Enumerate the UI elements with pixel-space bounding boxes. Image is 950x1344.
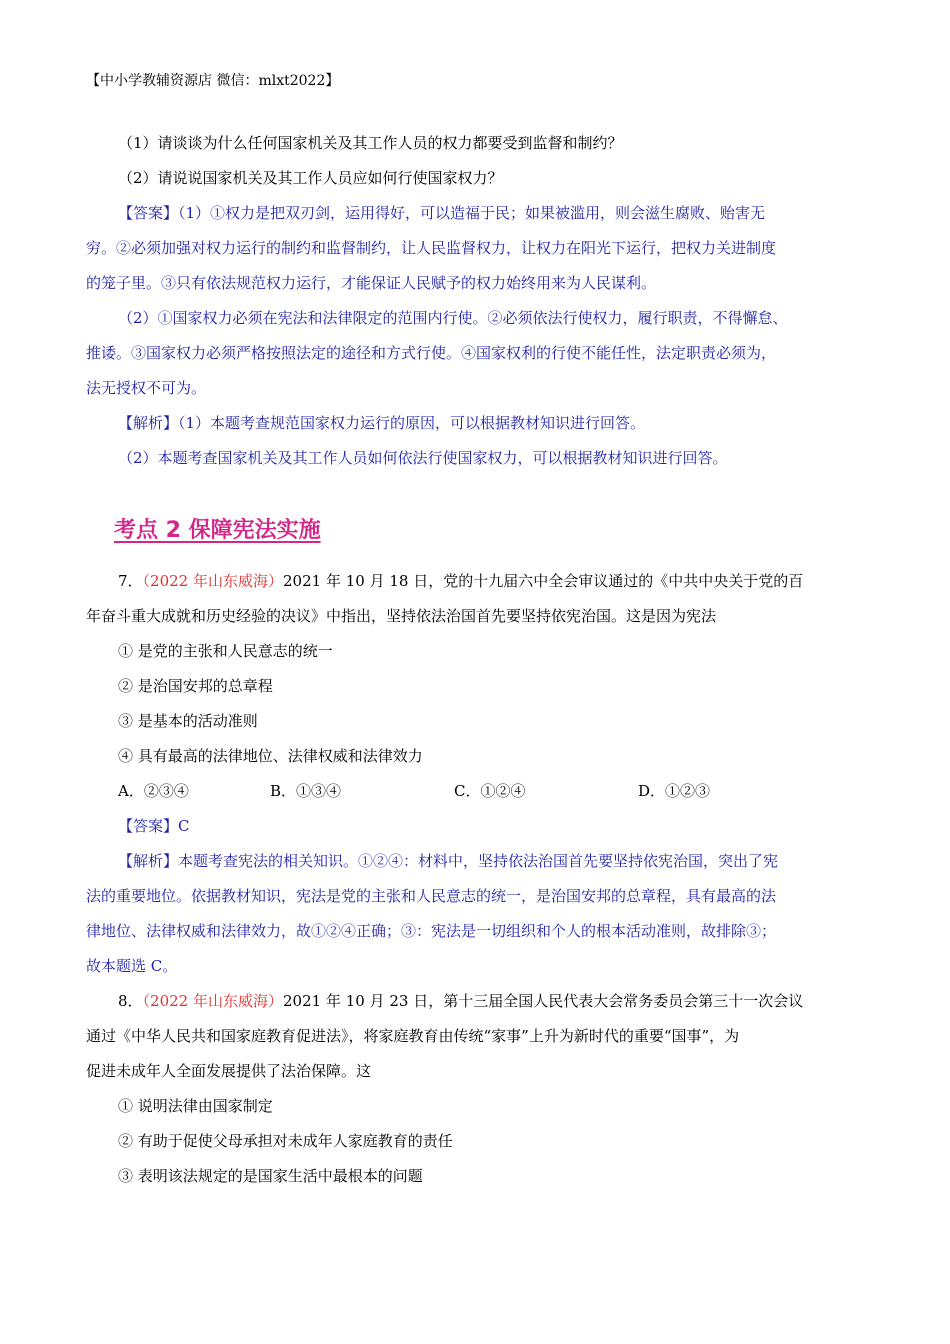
q7-statement: ③ 是基本的活动准则 [118, 712, 258, 730]
page-header: 【中小学教辅资源店 微信：mlxt2022】 [86, 73, 340, 89]
q8-number: 8． [118, 992, 143, 1010]
q6-answer-line: 穷。②必须加强对权力运行的制约和监督制约，让人民监督权力，让权力在阳光下运行，把权力关进制度 [86, 239, 777, 257]
q7-analysis-line: 法的重要地位。依据教材知识，宪法是党的主张和人民意志的统一，是治国安邦的总章程，具有最高的法 [86, 887, 777, 905]
q8-stem-third: 促进未成年人全面发展提供了法治保障。这 [86, 1062, 372, 1080]
q7-option-b: B．①③④ [270, 782, 342, 800]
q6-sub2: （2）请说说国家机关及其工作人员应如何行使国家权力？ [118, 169, 503, 187]
q7-option-c: C．①②④ [454, 782, 526, 800]
q8-stem-line [86, 984, 866, 1019]
q6-answer-line: 推诿。③国家权力必须严格按照法定的途径和方式行使。④国家权利的行使不能任性，法定职责必须为， [86, 344, 777, 362]
q6-answer-line: （2）①国家权力必须在宪法和法律限定的范围内行使。②必须依法行使权力，履行职责，不得懈怠、 [118, 309, 788, 327]
q7-statement: ② 是治国安邦的总章程 [118, 677, 273, 695]
q8-statement: ③ 表明该法规定的是国家生活中最根本的问题 [118, 1167, 423, 1185]
q7-number: 7． [118, 572, 143, 590]
q6-analysis-line: 【解析】（1）本题考查规范国家权力运行的原因，可以根据教材知识进行回答。 [118, 414, 646, 432]
q7-stem-first: 2021 年 10 月 18 日，党的十九届六中全会审议通过的《中共中央关于党的百 [283, 572, 804, 590]
q6-sub1: （1）请谈谈为什么任何国家机关及其工作人员的权力都要受到监督和制约？ [118, 134, 623, 152]
q8-source: （2022 年山东威海） [142, 992, 283, 1010]
q7-option-a: A．②③④ [118, 782, 189, 800]
q8-stem-first: 2021 年 10 月 23 日，第十三届全国人民代表大会常务委员会第三十一次会议 [283, 992, 804, 1010]
q7-statement: ① 是党的主张和人民意志的统一 [118, 642, 333, 660]
q8-statement: ① 说明法律由国家制定 [118, 1097, 273, 1115]
q6-answer-line: 法无授权不可为。 [86, 379, 207, 397]
q7-options [86, 774, 866, 809]
q7-analysis-line: 【解析】本题考查宪法的相关知识。①②④：材料中，坚持依法治国首先要坚持依宪治国，突出了宪 [118, 852, 779, 870]
q6-answer-line: 的笼子里。③只有依法规范权力运行，才能保证人民赋予的权力始终用来为人民谋利。 [86, 274, 657, 292]
q8-stem-second: 通过《中华人民共和国家庭教育促进法》，将家庭教育由传统“家事”上升为新时代的重要“国事”，为 [86, 1027, 740, 1045]
q7-analysis-line: 故本题选 C。 [86, 957, 178, 975]
q7-stem-second: 年奋斗重大成就和历史经验的决议》中指出，坚持依法治国首先要坚持依宪治国。这是因为宪法 [86, 607, 717, 625]
q7-answer: 【答案】C [118, 817, 190, 835]
section-heading: 考点 2 保障宪法实施 [114, 518, 321, 543]
q8-statement: ② 有助于促使父母承担对未成年人家庭教育的责任 [118, 1132, 453, 1150]
q7-stem-line [86, 564, 866, 599]
q7-analysis-line: 律地位、法律权威和法律效力，故①②④正确；③：宪法是一切组织和个人的根本活动准则，故排除③； [86, 922, 777, 940]
q6-analysis-line: （2）本题考查国家机关及其工作人员如何依法行使国家权力，可以根据教材知识进行回答。 [118, 449, 728, 467]
q7-statement: ④ 具有最高的法律地位、法律权威和法律效力 [118, 747, 423, 765]
q7-option-d: D．①②③ [638, 782, 711, 800]
page-body [86, 126, 866, 1194]
q6-answer-line: 【答案】（1）①权力是把双刃剑，运用得好，可以造福于民；如果被滥用，则会滋生腐败、贻害无 [118, 204, 766, 222]
q7-source: （2022 年山东威海） [142, 572, 283, 590]
